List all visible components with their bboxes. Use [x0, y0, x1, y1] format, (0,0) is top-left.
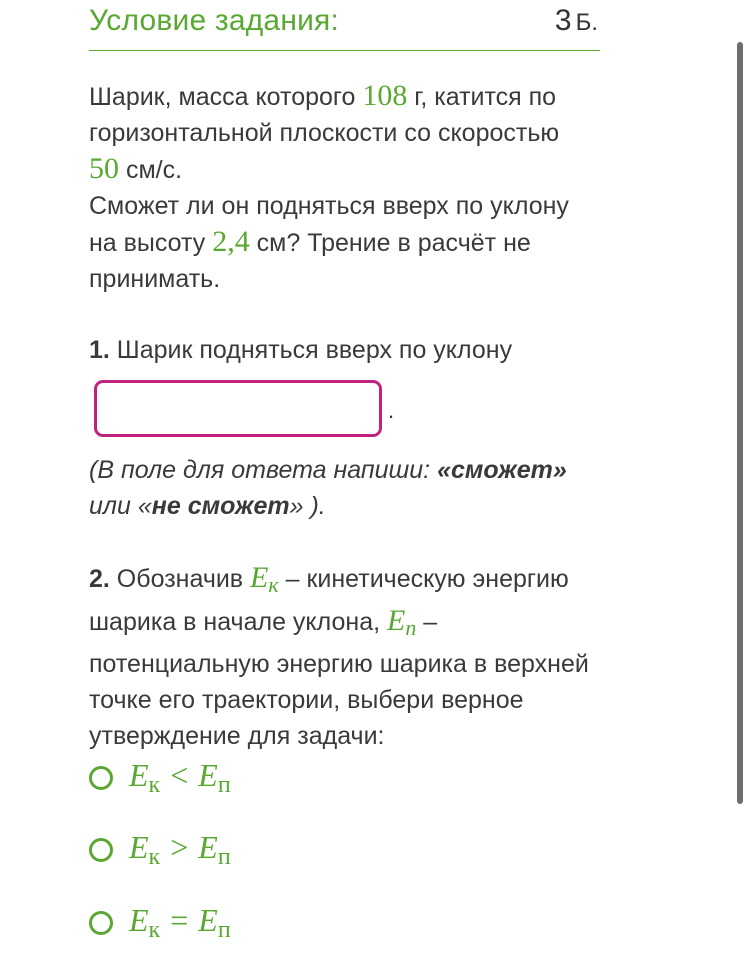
answer-period: . [388, 398, 395, 423]
formula-left-sub: к [148, 917, 161, 943]
symbol: E [250, 561, 269, 594]
formula-left: E [129, 902, 149, 938]
scrollbar[interactable] [737, 42, 743, 804]
question-1 [89, 332, 594, 368]
potential-energy-symbol [387, 604, 417, 640]
points-number: 3 [554, 4, 572, 37]
hint-option-can: «сможет» [437, 456, 567, 484]
formula-operator: > [170, 829, 189, 865]
formula-left-sub: к [148, 772, 161, 798]
formula-operator: < [170, 757, 189, 793]
radio-circle-icon[interactable] [89, 766, 113, 790]
answer-input[interactable] [94, 380, 382, 437]
task-header [89, 0, 600, 51]
problem-statement [89, 78, 594, 297]
radio-circle-icon[interactable] [89, 838, 113, 862]
symbol-sub: к [268, 572, 279, 597]
hint-option-cannot: не сможет [151, 492, 290, 520]
question-2 [89, 560, 594, 754]
formula-left: E [129, 757, 149, 793]
formula-right-sub: п [217, 917, 231, 943]
hint-text: ). [303, 492, 326, 520]
question-number: 2. [89, 565, 110, 593]
hint-text: (В поле для ответа напиши: [89, 456, 438, 484]
header-title: Условие задания: [89, 4, 340, 37]
option-greater-than[interactable] [89, 830, 231, 870]
formula-right-sub: п [217, 772, 231, 798]
radio-circle-icon[interactable] [89, 911, 113, 935]
formula-right: E [198, 829, 218, 865]
formula-right-sub: п [217, 844, 231, 870]
question-text: – потенциальную энергию шарика в верхней точке его траектории, выбери верное утверждение для задачи: [89, 608, 589, 750]
option-formula [129, 757, 231, 799]
formula-right: E [198, 757, 218, 793]
symbol: E [387, 604, 406, 637]
option-formula [129, 829, 231, 871]
question-text: Обозначив [109, 565, 251, 593]
points-value [555, 4, 598, 38]
question-text: Шарик подняться вверх по уклону [109, 336, 513, 364]
problem-text: г, катится по горизонтальной плоскости со скоростью [89, 83, 560, 147]
hint-quote: « [137, 492, 152, 520]
mass-value: 108 [362, 79, 408, 112]
symbol-sub: n [405, 615, 417, 640]
problem-text: см/с. [119, 156, 183, 184]
answer-hint [89, 452, 594, 524]
height-value: 2,4 [212, 225, 250, 258]
formula-left: E [129, 829, 149, 865]
problem-text: Шарик, масса которого [89, 83, 363, 111]
kinetic-energy-symbol [250, 561, 279, 597]
option-equal[interactable] [89, 903, 231, 943]
speed-value: 50 [89, 152, 119, 185]
question-text: – кинетическую энергию шарика в начале уклона, [89, 565, 569, 636]
hint-quote: » [289, 492, 304, 520]
formula-right: E [198, 902, 218, 938]
formula-left-sub: к [148, 844, 161, 870]
formula-operator: = [170, 902, 189, 938]
question-number: 1. [89, 336, 110, 364]
hint-text: или [89, 492, 138, 520]
option-formula [129, 902, 231, 944]
points-unit: Б. [575, 9, 598, 36]
option-less-than[interactable] [89, 758, 231, 798]
problem-text: см? Трение в расчёт не принимать. [89, 229, 531, 293]
problem-text: Сможет ли он подняться вверх по уклону на высоту [89, 192, 569, 257]
